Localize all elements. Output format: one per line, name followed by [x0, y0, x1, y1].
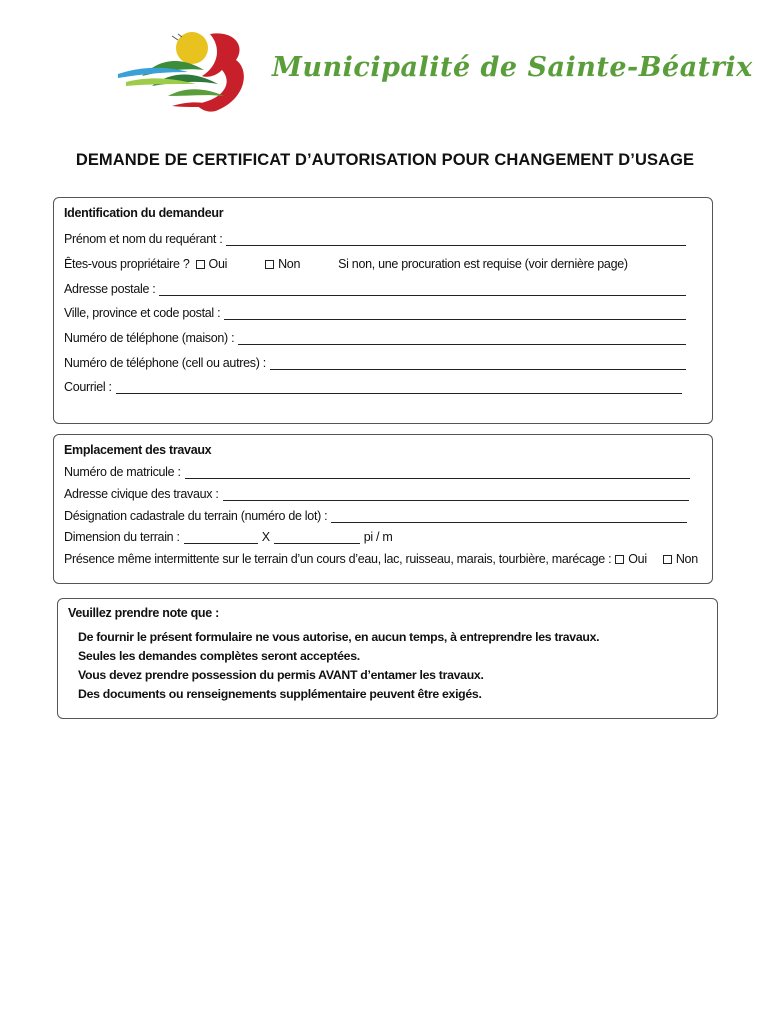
water-row — [64, 550, 704, 566]
org-name: Municipalité de Sainte-Béatrix — [272, 52, 753, 83]
civic-field[interactable] — [223, 489, 689, 501]
applicant-section-title: Identification du demandeur — [64, 206, 224, 220]
matricule-row — [64, 463, 690, 479]
city-label: Ville, province et code postal : — [64, 306, 221, 320]
matricule-field[interactable] — [185, 467, 690, 479]
cadastre-row — [64, 507, 687, 523]
city-row — [64, 304, 686, 320]
phone-home-field[interactable] — [238, 333, 686, 345]
address-field[interactable] — [159, 284, 686, 296]
cadastre-label: Désignation cadastrale du terrain (numéro de lot) : — [64, 509, 328, 523]
water-non-option[interactable] — [663, 552, 698, 566]
checkbox-icon[interactable] — [265, 260, 274, 269]
email-row — [64, 378, 682, 394]
municipal-hills-logo-icon — [112, 26, 248, 116]
proxy-note: Si non, une procuration est requise (voir dernière page) — [338, 257, 628, 271]
dimension-unit: pi / m — [363, 530, 393, 544]
checkbox-icon[interactable] — [196, 260, 205, 269]
name-row — [64, 230, 686, 246]
owner-oui-option[interactable] — [196, 257, 228, 271]
phone-cell-label: Numéro de téléphone (cell ou autres) : — [64, 356, 266, 370]
owner-non-option[interactable] — [265, 257, 300, 271]
notes-section-title: Veuillez prendre note que : — [68, 606, 219, 620]
water-non-label: Non — [675, 552, 698, 566]
location-section-title: Emplacement des travaux — [64, 443, 212, 457]
matricule-label: Numéro de matricule : — [64, 465, 181, 479]
phone-home-row — [64, 329, 686, 345]
owner-oui-label: Oui — [208, 257, 228, 271]
phone-cell-field[interactable] — [270, 358, 686, 370]
phone-cell-row — [64, 354, 686, 370]
owner-non-label: Non — [278, 257, 301, 271]
water-oui-label: Oui — [628, 552, 647, 566]
email-field[interactable] — [116, 382, 682, 394]
cadastre-field[interactable] — [331, 511, 687, 523]
dimension-label: Dimension du terrain : — [64, 530, 180, 544]
dimension-depth-field[interactable] — [274, 532, 360, 544]
civic-label: Adresse civique des travaux : — [64, 487, 219, 501]
page-title: DEMANDE DE CERTIFICAT D’AUTORISATION POUR CHANGEMENT D’USAGE — [75, 151, 695, 169]
owner-row — [64, 255, 686, 271]
address-label: Adresse postale : — [64, 282, 156, 296]
note-line: De fournir le présent formulaire ne vous autorise, en aucun temps, à entreprendre les travaux. — [78, 630, 600, 644]
phone-home-label: Numéro de téléphone (maison) : — [64, 331, 235, 345]
dimension-row — [64, 528, 393, 544]
water-label: Présence même intermittente sur le terrain d’un cours d’eau, lac, ruisseau, marais, tourbière, marécage : — [64, 552, 612, 566]
note-line: Seules les demandes complètes seront acceptées. — [78, 649, 360, 663]
city-field[interactable] — [224, 308, 686, 320]
owner-question: Êtes-vous propriétaire ? — [64, 257, 190, 271]
note-line: Des documents ou renseignements supplémentaire peuvent être exigés. — [78, 687, 482, 701]
dimension-width-field[interactable] — [184, 532, 258, 544]
name-label: Prénom et nom du requérant : — [64, 232, 223, 246]
note-line: Vous devez prendre possession du permis AVANT d’entamer les travaux. — [78, 668, 484, 682]
email-label: Courriel : — [64, 380, 112, 394]
address-row — [64, 280, 686, 296]
checkbox-icon[interactable] — [663, 555, 672, 564]
civic-row — [64, 485, 689, 501]
name-field[interactable] — [226, 234, 686, 246]
checkbox-icon[interactable] — [615, 555, 624, 564]
water-oui-option[interactable] — [615, 552, 647, 566]
dimension-x: X — [261, 530, 270, 544]
header — [0, 0, 770, 130]
